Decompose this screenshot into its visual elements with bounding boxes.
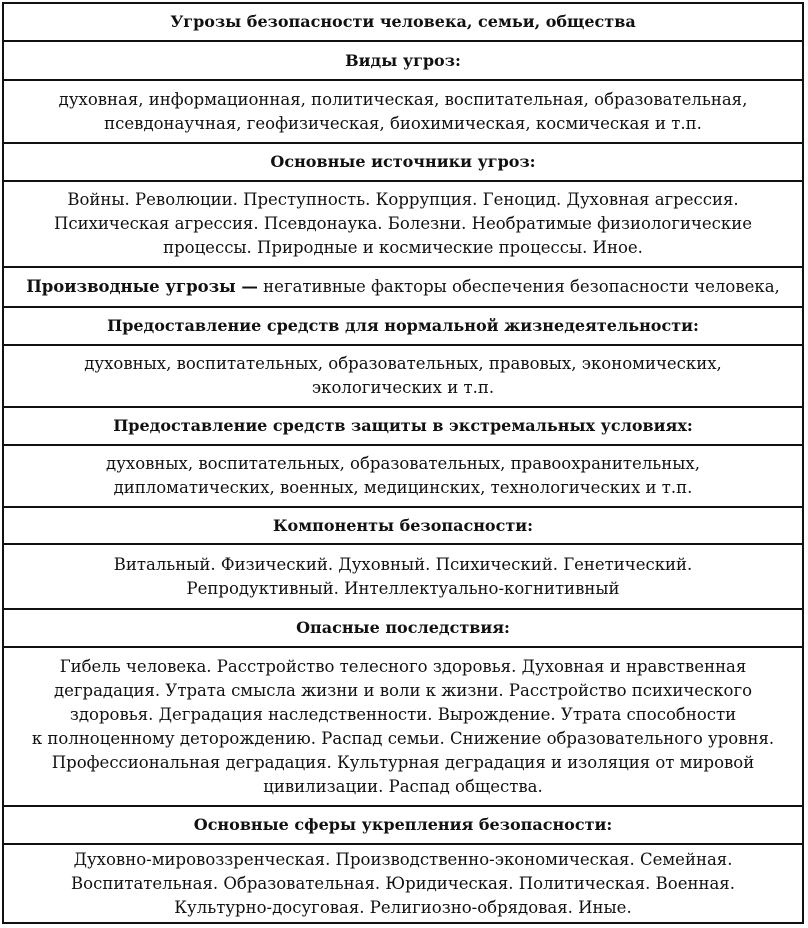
body-line: псевдонаучная, геофизическая, биохимическая, космическая и т.п. [104, 113, 702, 133]
body-line: Культурно-досуговая. Религиозно-обрядовая. Иные. [174, 897, 632, 917]
section-heading-security-components [4, 508, 802, 545]
threats-table [2, 2, 804, 924]
body-line: цивилизации. Распад общества. [263, 776, 543, 796]
body-line: Воспитательная. Образовательная. Юридическая. Политическая. Военная. [71, 873, 735, 893]
heading-text: Предоставление средств для нормальной жизнедеятельности: [107, 316, 699, 335]
body-line: духовная, информационная, политическая, воспитательная, образовательная, [58, 89, 748, 109]
body-line: духовных, воспитательных, образовательных, правовых, экономических, [84, 354, 722, 373]
section-heading-threat-sources [4, 144, 802, 182]
table-title: Угрозы безопасности человека, семьи, общества [170, 12, 636, 31]
derived-threats-term: Производные угрозы — [26, 277, 258, 296]
body-line: Войны. Революции. Преступность. Коррупция. Геноцид. Духовная агрессия. [67, 190, 739, 209]
section-body-dangerous-consequences [4, 648, 802, 807]
body-line: Репродуктивный. Интеллектуально-когнитивный [186, 578, 620, 598]
body-line: здоровья. Деградация наследственности. Вырождение. Утрата способности [69, 704, 737, 724]
body-line: к полноценному деторождению. Распад семьи. Снижение образовательного уровня. [31, 728, 775, 748]
body-line: Духовно-мировоззренческая. Производственно-экономическая. Семейная. [73, 849, 733, 869]
section-heading-extreme-protection [4, 408, 802, 446]
section-body-extreme-protection [4, 446, 802, 508]
section-heading-dangerous-consequences [4, 610, 802, 648]
section-heading-security-spheres [4, 807, 802, 845]
body-line: деградация. Утрата смысла жизни и воли к жизни. Расстройство психического [53, 680, 753, 700]
heading-text: Опасные последствия: [296, 618, 510, 637]
derived-threats-text [26, 275, 780, 299]
heading-text: Основные сферы укрепления безопасности: [193, 815, 613, 834]
section-heading-threat-types [4, 42, 802, 81]
section-body-threat-sources [4, 182, 802, 268]
section-body-security-components [4, 545, 802, 610]
body-line: Профессиональная деградация. Культурная деградация и изоляция от мировой [51, 752, 755, 772]
section-body-threat-types [4, 81, 802, 144]
body-line: дипломатических, военных, медицинских, технологических и т.п. [113, 478, 693, 497]
heading-text: Основные источники угроз: [270, 152, 536, 171]
heading-text: Компоненты безопасности: [273, 515, 533, 535]
derived-threats-row [4, 268, 802, 308]
body-line: Витальный. Физический. Духовный. Психический. Генетический. [113, 554, 693, 574]
derived-threats-definition: негативные факторы обеспечения безопасности человека, [257, 277, 780, 296]
body-line: Психическая агрессия. Псевдонаука. Болезни. Необратимые физиологические [54, 214, 752, 233]
heading-text: Предоставление средств защиты в экстремальных условиях: [113, 416, 693, 435]
body-line: духовных, воспитательных, образовательных, правоохранительных, [106, 454, 700, 473]
table-title-row [4, 4, 802, 42]
body-line: Гибель человека. Расстройство телесного здоровья. Духовная и нравственная [59, 656, 747, 676]
body-line: процессы. Природные и космические процессы. Иное. [163, 238, 643, 257]
section-body-normal-life-means [4, 346, 802, 408]
body-line: экологических и т.п. [311, 378, 495, 397]
section-heading-normal-life-means [4, 308, 802, 346]
section-body-security-spheres [4, 845, 802, 922]
heading-text: Виды угроз: [345, 50, 461, 70]
